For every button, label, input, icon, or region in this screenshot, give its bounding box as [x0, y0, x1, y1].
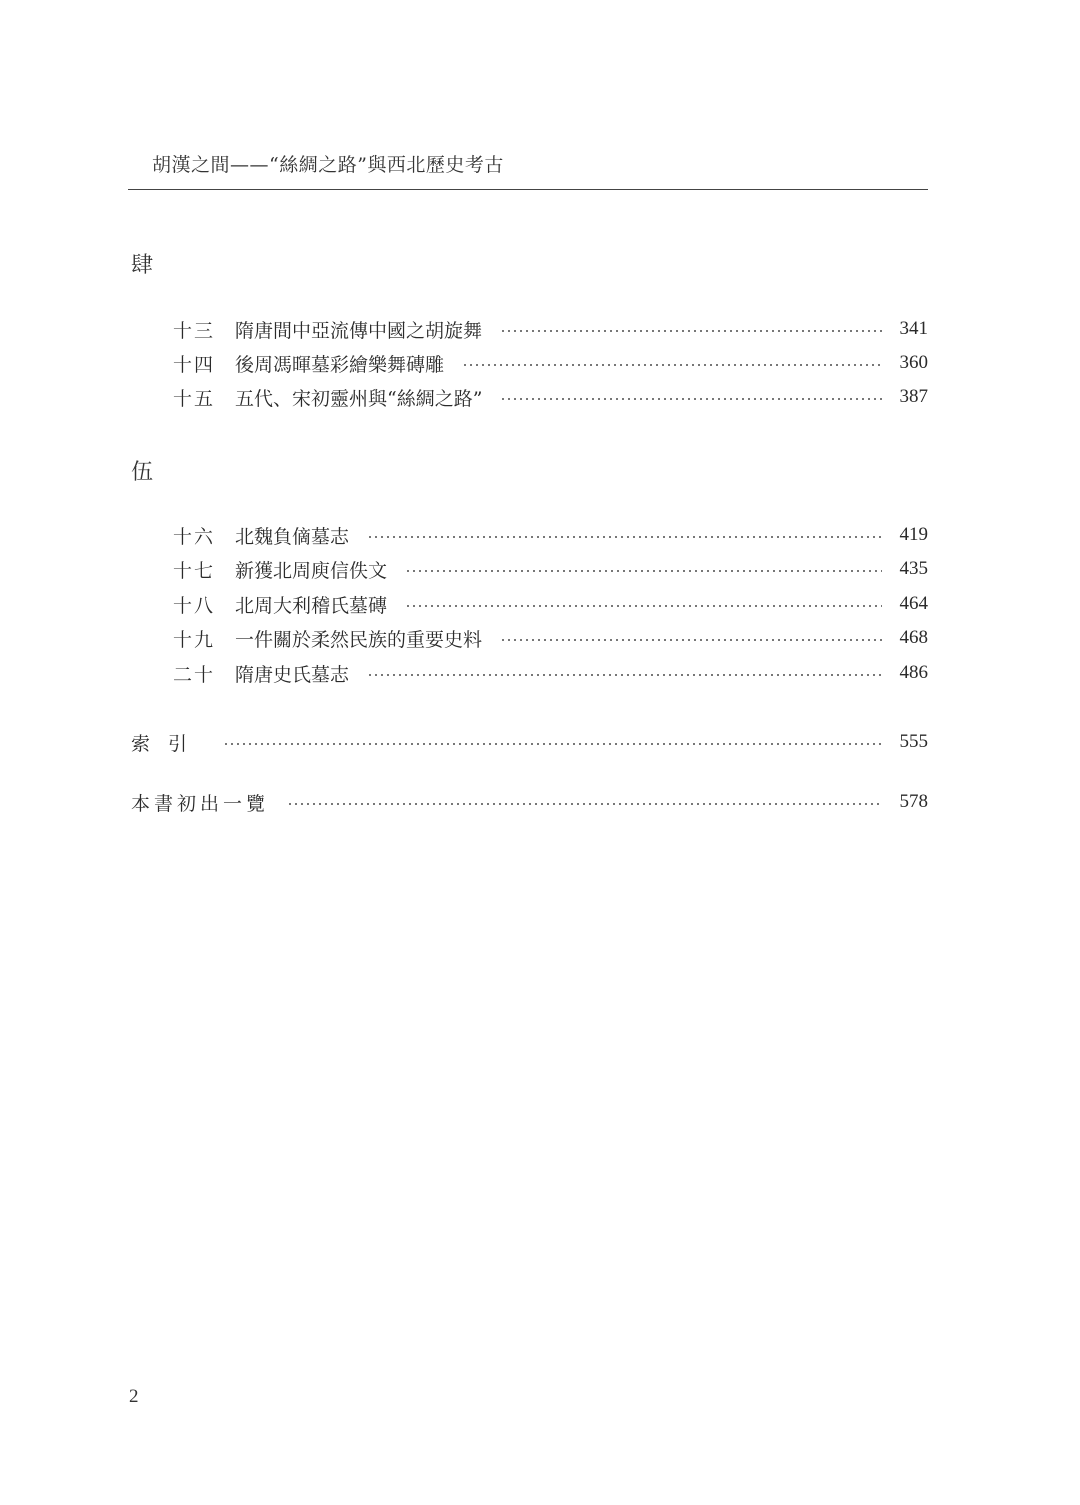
entry-page-number: 341 — [899, 318, 928, 339]
dot-leader — [223, 743, 882, 745]
entry-number: 十六 — [173, 525, 216, 548]
dot-leader — [367, 536, 882, 538]
entry-title: 北周大利稽氏墓磚 — [235, 594, 388, 617]
entry-page-number: 486 — [899, 662, 928, 683]
entry-title: 本書初出一覽 — [131, 792, 270, 815]
entry-page-number: 578 — [899, 791, 928, 812]
dot-leader — [287, 803, 882, 805]
entry-page-number: 464 — [899, 593, 928, 614]
dot-leader — [405, 605, 882, 607]
entry-page-number: 419 — [899, 524, 928, 545]
entry-number: 十九 — [173, 628, 216, 651]
toc-entry-index[interactable] — [131, 728, 928, 756]
entry-title: 隋唐間中亞流傳中國之胡旋舞 — [235, 319, 483, 342]
toc-entry-14[interactable] — [173, 349, 928, 377]
toc-entry-16[interactable] — [173, 521, 928, 549]
dot-leader — [500, 398, 882, 400]
dot-leader — [500, 639, 882, 641]
entry-title: 索引 — [131, 732, 206, 755]
dot-leader — [462, 364, 882, 366]
entry-number: 十八 — [173, 594, 216, 617]
entry-title: 五代、宋初靈州與“絲綢之路” — [235, 387, 483, 410]
entry-title: 新獲北周庾信佚文 — [235, 559, 388, 582]
entry-title: 北魏負㒀墓志 — [235, 525, 350, 548]
entry-title: 隋唐史氏墓志 — [235, 663, 350, 686]
section-heading-wu: 伍 — [131, 460, 154, 485]
toc-entry-15[interactable] — [173, 383, 928, 411]
entry-number: 二十 — [173, 663, 216, 686]
section-heading-si: 肆 — [131, 253, 154, 278]
header-rule — [128, 189, 928, 190]
dot-leader — [405, 570, 882, 572]
entry-title: 一件關於柔然民族的重要史料 — [235, 628, 483, 651]
toc-entry-first-publications[interactable] — [131, 788, 928, 816]
toc-entry-20[interactable] — [173, 659, 928, 687]
entry-page-number: 555 — [899, 731, 928, 752]
entry-page-number: 468 — [899, 627, 928, 648]
dot-leader — [500, 330, 882, 332]
entry-title: 後周馮暉墓彩繪樂舞磚雕 — [235, 353, 445, 376]
toc-entry-19[interactable] — [173, 624, 928, 652]
toc-entry-13[interactable] — [173, 315, 928, 343]
entry-page-number: 435 — [899, 558, 928, 579]
toc-entry-18[interactable] — [173, 590, 928, 618]
page-number: 2 — [129, 1386, 139, 1407]
entry-number: 十三 — [173, 319, 216, 342]
entry-number: 十七 — [173, 559, 216, 582]
toc-entry-17[interactable] — [173, 555, 928, 583]
dot-leader — [367, 674, 882, 676]
running-header: 胡漢之間——“絲綢之路”與西北歷史考古 — [152, 154, 504, 176]
entry-page-number: 387 — [899, 386, 928, 407]
entry-number: 十四 — [173, 353, 216, 376]
entry-number: 十五 — [173, 387, 216, 410]
entry-page-number: 360 — [899, 352, 928, 373]
